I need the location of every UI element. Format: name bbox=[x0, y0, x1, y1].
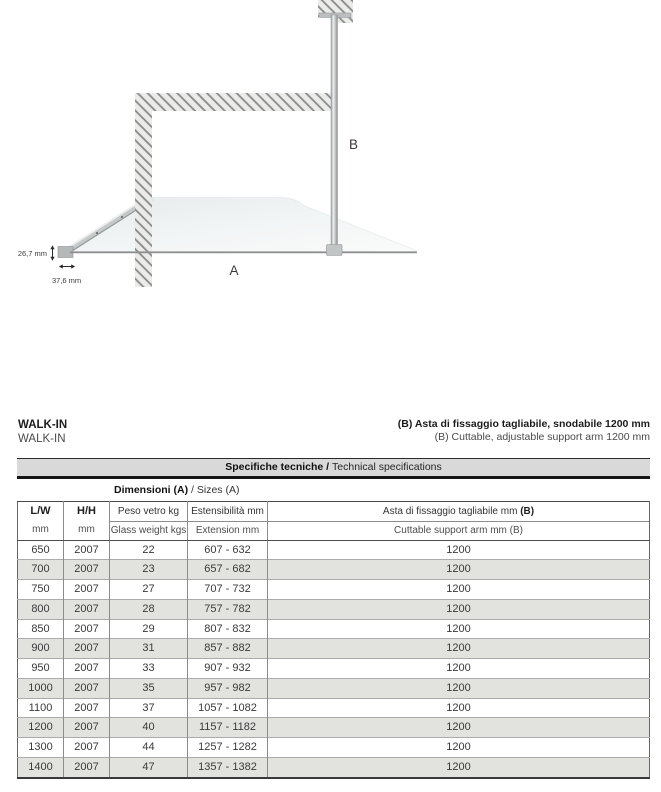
column-header: Asta di fissaggio tagliabile mm (B) Cuttable support arm mm (B) bbox=[268, 502, 650, 541]
table-cell: 1200 bbox=[268, 757, 650, 777]
table-cell: 857 - 882 bbox=[188, 639, 268, 659]
table-row bbox=[18, 678, 650, 698]
table-cell: 1157 - 1182 bbox=[188, 718, 268, 738]
table-cell: 1200 bbox=[268, 560, 650, 580]
table-cell: 29 bbox=[110, 619, 188, 639]
table-cell: 800 bbox=[18, 599, 64, 619]
column-header: Peso vetro kg Glass weight kgs bbox=[110, 502, 188, 541]
table-cell: 1357 - 1382 bbox=[188, 757, 268, 777]
table-cell: 1200 bbox=[268, 698, 650, 718]
dim-height-label: 26,7 mm bbox=[17, 249, 47, 258]
table-cell: 2007 bbox=[64, 599, 110, 619]
table-cell: 1057 - 1082 bbox=[188, 698, 268, 718]
table-cell: 900 bbox=[18, 639, 64, 659]
product-title-it: WALK-IN bbox=[18, 419, 68, 431]
table-cell: 1200 bbox=[268, 659, 650, 679]
table-cell: 1300 bbox=[18, 738, 64, 758]
table-cell: 1200 bbox=[268, 540, 650, 560]
table-cell: 2007 bbox=[64, 678, 110, 698]
table-cell: 650 bbox=[18, 540, 64, 560]
table-cell: 47 bbox=[110, 757, 188, 777]
table-row bbox=[18, 718, 650, 738]
column-header: L/W mm bbox=[18, 502, 64, 541]
table-cell: 750 bbox=[18, 580, 64, 600]
table-cell: 35 bbox=[110, 678, 188, 698]
spec-subtitle-it: Dimensioni (A) bbox=[114, 484, 189, 496]
table-cell: 2007 bbox=[64, 639, 110, 659]
table-cell: 1400 bbox=[18, 757, 64, 777]
spec-subtitle-en: Sizes (A) bbox=[196, 484, 240, 496]
glass-panel bbox=[72, 198, 416, 253]
table-cell: 707 - 732 bbox=[188, 580, 268, 600]
table-cell: 1100 bbox=[18, 698, 64, 718]
table-cell: 1200 bbox=[268, 639, 650, 659]
spec-band-separator: / bbox=[323, 461, 333, 473]
wall-hatch bbox=[135, 93, 331, 287]
table-cell: 700 bbox=[18, 560, 64, 580]
spec-band-title-it: Specifiche tecniche bbox=[225, 461, 324, 473]
table-row bbox=[18, 560, 650, 580]
support-arm-note-en: (B) Cuttable, adjustable support arm 1200 mm bbox=[434, 431, 650, 443]
table-row bbox=[18, 738, 650, 758]
table-cell: 1200 bbox=[268, 619, 650, 639]
table-cell: 807 - 832 bbox=[188, 619, 268, 639]
table-row bbox=[18, 757, 650, 777]
column-header: H/H mm bbox=[64, 502, 110, 541]
table-row bbox=[18, 580, 650, 600]
table-cell: 22 bbox=[110, 540, 188, 560]
product-title-block bbox=[18, 418, 67, 446]
table-row bbox=[18, 540, 650, 560]
table-cell: 2007 bbox=[64, 560, 110, 580]
table-cell: 28 bbox=[110, 599, 188, 619]
spec-band-title bbox=[17, 458, 650, 479]
table-cell: 2007 bbox=[64, 738, 110, 758]
spec-table bbox=[17, 501, 650, 779]
heading-row bbox=[18, 418, 650, 446]
table-cell: 2007 bbox=[64, 540, 110, 560]
table-cell: 31 bbox=[110, 639, 188, 659]
table-cell: 757 - 782 bbox=[188, 599, 268, 619]
table-cell: 1200 bbox=[268, 738, 650, 758]
support-rod bbox=[331, 15, 338, 246]
table-cell: 2007 bbox=[64, 718, 110, 738]
table-cell: 2007 bbox=[64, 619, 110, 639]
spec-section bbox=[17, 458, 650, 779]
product-title-en: WALK-IN bbox=[18, 433, 66, 445]
table-cell: 2007 bbox=[64, 698, 110, 718]
table-cell: 2007 bbox=[64, 659, 110, 679]
support-arm-note-it: (B) Asta di fissaggio tagliabile, snodabile 1200 mm bbox=[397, 418, 650, 430]
table-cell: 607 - 632 bbox=[188, 540, 268, 560]
spec-subtitle-separator: / bbox=[188, 484, 197, 496]
table-cell: 33 bbox=[110, 659, 188, 679]
dim-arrow-vertical bbox=[50, 245, 54, 260]
support-arm-note-block bbox=[398, 418, 650, 446]
dim-arrow-horizontal bbox=[59, 264, 75, 268]
glass-width-label: A bbox=[229, 263, 239, 278]
table-cell: 23 bbox=[110, 560, 188, 580]
table-row bbox=[18, 639, 650, 659]
table-cell: 850 bbox=[18, 619, 64, 639]
spec-table-header-row bbox=[18, 502, 650, 541]
support-rod-label: B bbox=[349, 137, 359, 152]
table-cell: 950 bbox=[18, 659, 64, 679]
table-cell: 1000 bbox=[18, 678, 64, 698]
table-cell: 907 - 932 bbox=[188, 659, 268, 679]
column-header: Estensibilità mm Extension mm bbox=[188, 502, 268, 541]
table-cell: 1257 - 1282 bbox=[188, 738, 268, 758]
table-cell: 1200 bbox=[268, 599, 650, 619]
table-cell: 40 bbox=[110, 718, 188, 738]
table-row bbox=[18, 619, 650, 639]
table-cell: 44 bbox=[110, 738, 188, 758]
table-cell: 2007 bbox=[64, 757, 110, 777]
table-cell: 1200 bbox=[268, 678, 650, 698]
spec-band-title-en: Technical specifications bbox=[332, 461, 442, 473]
spec-subtitle bbox=[17, 479, 650, 501]
table-cell: 1200 bbox=[268, 580, 650, 600]
table-row bbox=[18, 599, 650, 619]
table-cell: 1200 bbox=[268, 718, 650, 738]
table-cell: 37 bbox=[110, 698, 188, 718]
spec-table-body bbox=[18, 540, 650, 778]
dim-width-label: 37,6 mm bbox=[52, 276, 82, 285]
table-row bbox=[18, 659, 650, 679]
table-cell: 1200 bbox=[18, 718, 64, 738]
table-cell: 957 - 982 bbox=[188, 678, 268, 698]
table-cell: 27 bbox=[110, 580, 188, 600]
table-cell: 657 - 682 bbox=[188, 560, 268, 580]
table-row bbox=[18, 698, 650, 718]
rod-glass-bracket bbox=[327, 245, 343, 256]
table-cell: 2007 bbox=[64, 580, 110, 600]
